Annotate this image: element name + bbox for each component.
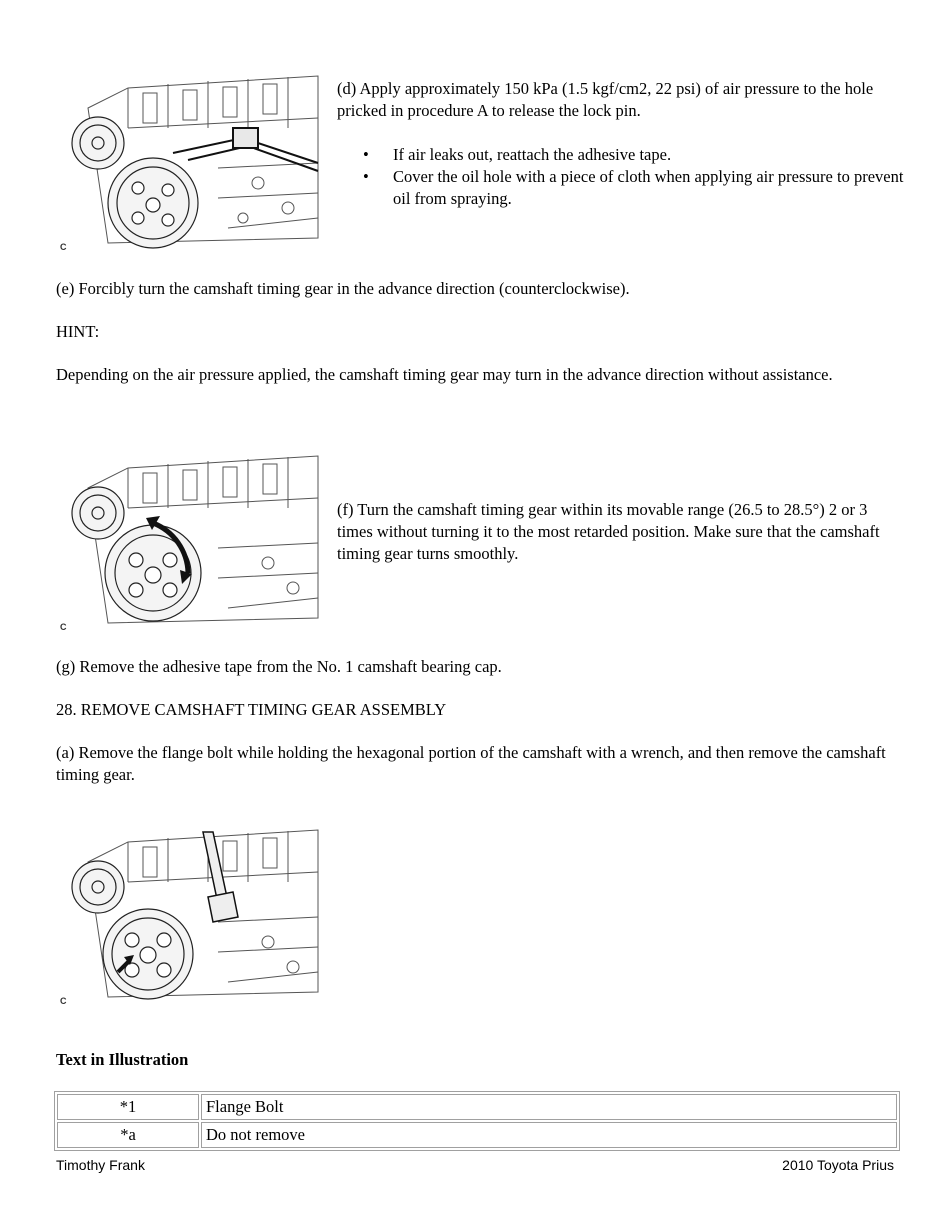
table-row — [57, 1094, 897, 1120]
section-28a: (a) Remove the flange bolt while holding the hexagonal portion of the camshaft with a wrench, and then remove the camshaft timing gear. — [56, 743, 886, 784]
figure-turn-gear — [60, 448, 323, 632]
section-d-text: (d) Apply approximately 150 kPa (1.5 kgf/cm2, 22 psi) of air pressure to the hole pricked in procedure A to release the lock pin. — [337, 79, 874, 120]
footer-author: Timothy Frank — [56, 1157, 145, 1173]
section-e: (e) Forcibly turn the camshaft timing gear in the advance direction (counterclockwise). — [56, 279, 630, 298]
section-d-bullets — [337, 144, 907, 210]
table-row — [57, 1122, 897, 1148]
figure-mark: C — [60, 996, 67, 1006]
section-f: (f) Turn the camshaft timing gear within its movable range (26.5 to 28.5°) 2 or 3 times without turning it to the most retarded position. Make sure that the camshaft timing gear turns smoothly. — [337, 500, 880, 563]
table-cell-text: Flange Bolt — [201, 1094, 897, 1120]
figure-mark: C — [60, 622, 67, 632]
table-cell-code: *a — [57, 1122, 199, 1148]
hint-text: Depending on the air pressure applied, the camshaft timing gear may turn in the advance direction without assistance. — [56, 365, 833, 384]
footer-vehicle: 2010 Toyota Prius — [782, 1157, 894, 1173]
heading-28: 28. REMOVE CAMSHAFT TIMING GEAR ASSEMBLY — [56, 700, 447, 719]
figure-air-pressure — [60, 68, 323, 252]
section-g: (g) Remove the adhesive tape from the No. 1 camshaft bearing cap. — [56, 657, 502, 676]
table-cell-code: *1 — [57, 1094, 199, 1120]
illustration-heading: Text in Illustration — [56, 1050, 189, 1069]
section-d — [337, 78, 907, 210]
table-cell-text: Do not remove — [201, 1122, 897, 1148]
illustration-table — [54, 1091, 900, 1151]
figure-mark: C — [60, 242, 67, 252]
list-item: • If air leaks out, reattach the adhesive tape. — [337, 144, 907, 166]
hint-label: HINT: — [56, 322, 100, 341]
engine-illustration-3 — [68, 822, 323, 1004]
list-item: • Cover the oil hole with a piece of cloth when applying air pressure to prevent oil from spraying. — [337, 166, 907, 210]
engine-illustration-1 — [68, 68, 323, 250]
engine-illustration-2 — [68, 448, 323, 630]
figure-remove-bolt — [60, 822, 323, 1006]
